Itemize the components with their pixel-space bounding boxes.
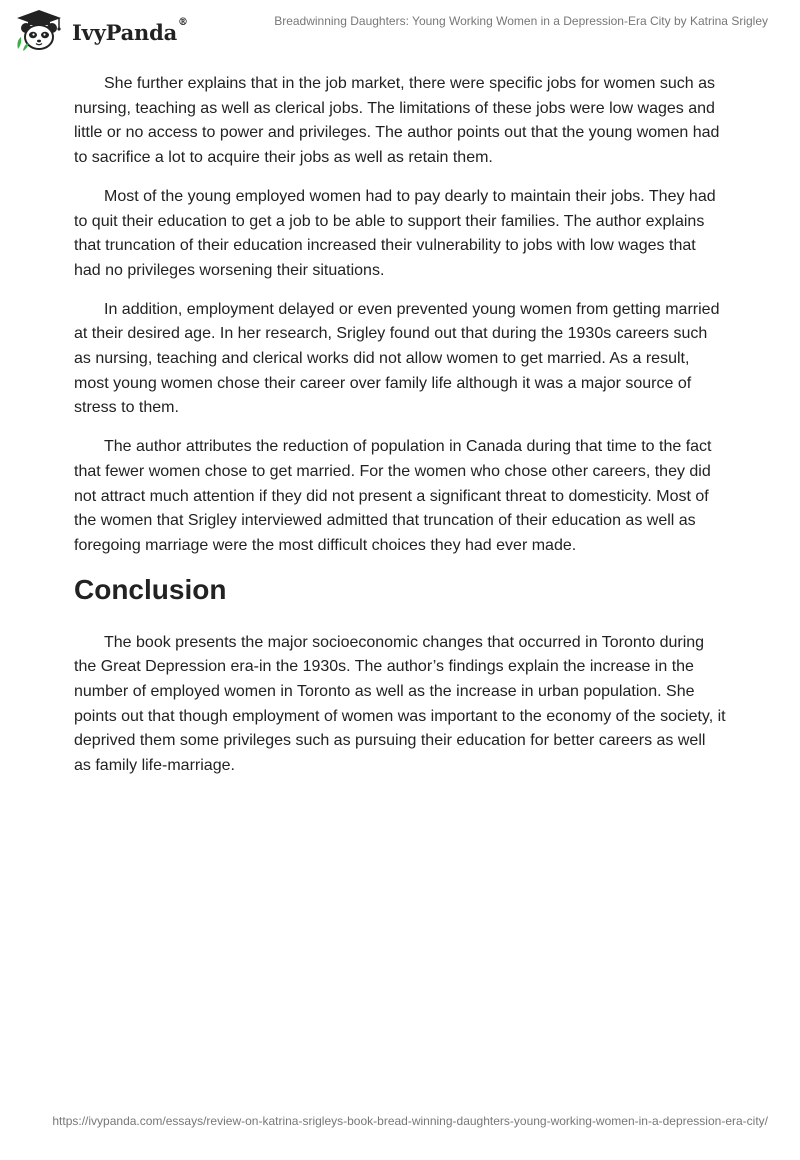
ivypanda-logo[interactable] [14,8,188,52]
paragraph-3: In addition, employment delayed or even prevented young women from getting married at their desired age. In her research, Srigley found out that during the 1930s careers such as nursing, teaching and clerical works did not allow women to get married. As a result, most young women chose their career over family life although it was a major source of stress to them. [74,300,720,417]
essay-body [74,72,726,793]
conclusion-paragraph: The book presents the major socioeconomic changes that occurred in Toronto during the Great Depression era-in the 1930s. The author’s findings explain the increase in the number of employed women in Toronto as well as the increase in urban population. She points out that though employment of women was important to the economy of the society, it deprived them some privileges such as pursuing their education for better careers as well as family life-marriage. [74,633,726,775]
conclusion-heading: Conclusion [74,573,227,605]
logo-wordmark: IvyPanda® [72,16,188,45]
registered-mark: ® [178,16,188,28]
paragraph-4: The author attributes the reduction of population in Canada during that time to the fact that fewer women chose to get married. For the women who chose other careers, they did not attract much attention if they did not present a significant threat to domesticity. Most of the women that Srigley interviewed admitted that truncation of their education as well as foregoing marriage were the most difficult choices they had ever made. [74,438,712,554]
paragraph-2: Most of the young employed women had to pay dearly to maintain their jobs. They had to quit their education to get a job to be able to support their families. The author explains that truncation of their education increased their vulnerability to jobs with low wages that had no privileges worsening their situations. [74,187,716,279]
page-header [0,0,800,60]
document-title: Breadwinning Daughters: Young Working Women in a Depression-Era City by Katrina Srigley [274,14,768,28]
panda-graduate-icon [14,8,64,52]
paragraph-1: She further explains that in the job market, there were specific jobs for women such as nursing, teaching as well as clerical jobs. The limitations of these jobs were low wages and little or no access to power and privileges. The author points out that the young women had to sacrifice a lot to acquire their jobs as well as retain them. [74,75,720,167]
source-url[interactable]: https://ivypanda.com/essays/review-on-katrina-srigleys-book-bread-winning-daughters-young-working-women-in-a-depression-era-city/ [52,1114,768,1128]
